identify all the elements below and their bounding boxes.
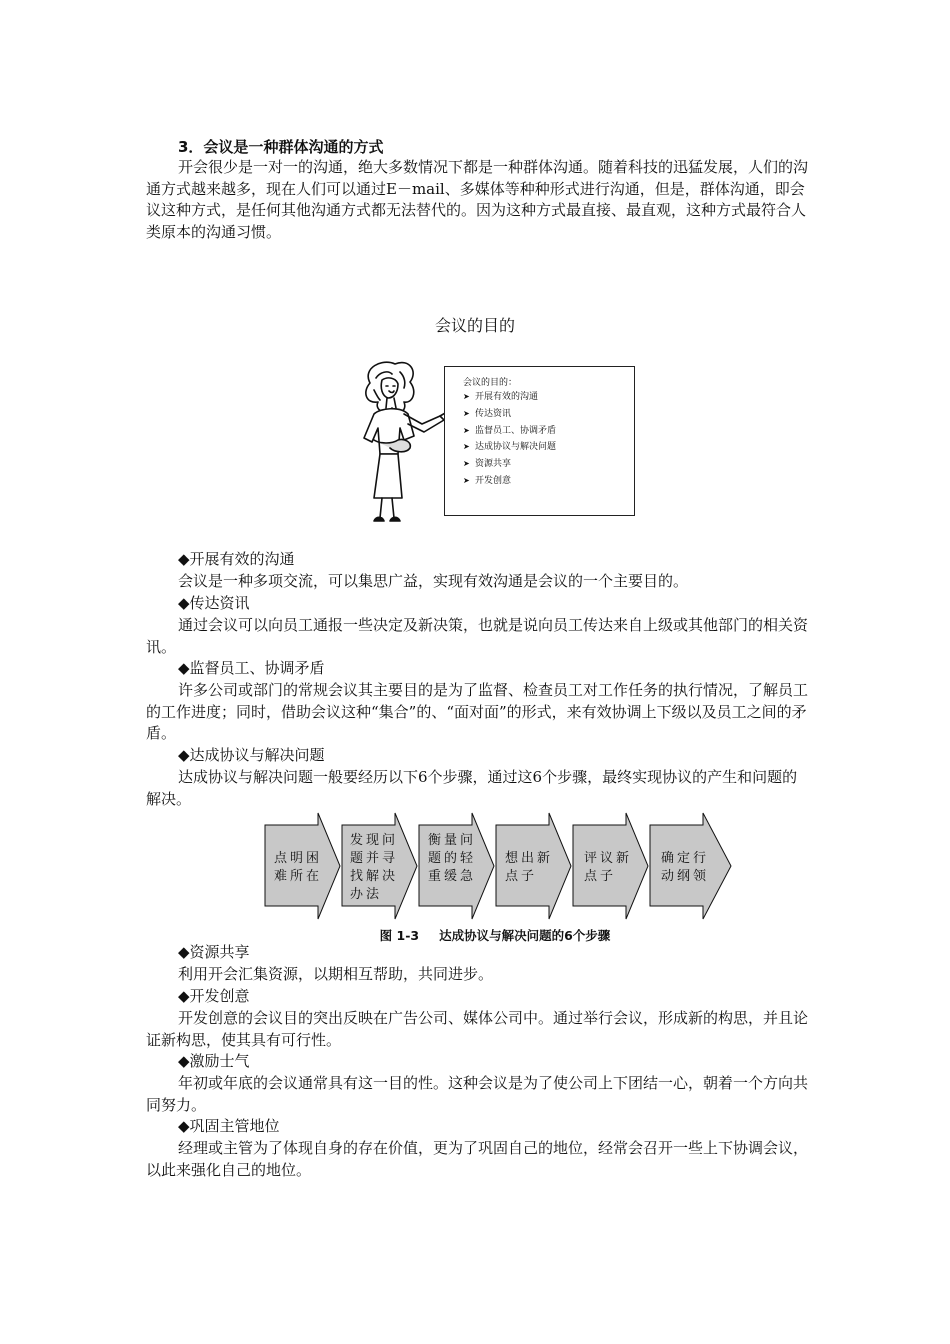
steps-diagram bbox=[264, 812, 734, 924]
arrow-bullet-icon: ➤ bbox=[463, 392, 470, 401]
purpose-heading: ◆开展有效的沟通 bbox=[178, 550, 295, 568]
speech-board bbox=[444, 366, 635, 516]
purpose-text: 许多公司或部门的常规会议其主要目的是为了监督、检查员工对工作任务的执行情况，了解员工的工作进度；同时，借助会议这种“集合”的、“面对面”的形式，来有效协调上下级以及员工之间的矛盾。 bbox=[146, 681, 809, 742]
figure-caption bbox=[0, 926, 950, 944]
board-list bbox=[463, 389, 556, 490]
step-label: 想出新点子 bbox=[505, 851, 554, 884]
step-label: 确定行动纲领 bbox=[661, 851, 710, 884]
purpose-heading: ◆达成协议与解决问题 bbox=[178, 746, 325, 764]
purpose-heading: ◆监督员工、协调矛盾 bbox=[178, 659, 325, 677]
arrow-bullet-icon: ➤ bbox=[463, 408, 470, 418]
purpose-text: 经理或主管为了体现自身的存在价值，更为了巩固自己的地位，经常会召开一些上下协调会议，以此来强化自己的地位。 bbox=[146, 1139, 809, 1179]
purpose-text: 达成协议与解决问题一般要经历以下6个步骤，通过这6个步骤，最终实现协议的产生和问题的解决。 bbox=[146, 768, 798, 808]
board-item: ➤ 开发创意 bbox=[463, 473, 556, 490]
arrow-bullet-icon: ➤ bbox=[463, 475, 470, 485]
board-item: ➤ 达成协议与解决问题 bbox=[463, 439, 556, 456]
section-paragraph: 开会很少是一对一的沟通，绝大多数情况下都是一种群体沟通。随着科技的迅猛发展，人们的沟通方式越来越多，现在人们可以通过E－mail、多媒体等种种形式进行沟通，但是，群体沟通，即会议这种方式，是任何其他沟通方式都无法替代的。因为这种方式最直接、最直观，这种方式最符合人类原本的沟通习惯。 bbox=[146, 158, 809, 241]
arrow-bullet-icon: ➤ bbox=[463, 442, 470, 452]
caption-text: 达成协议与解决问题的6个步骤 bbox=[439, 928, 611, 943]
arrow-bullet-icon: ➤ bbox=[463, 459, 470, 469]
caption-number: 图 1-3 bbox=[379, 928, 420, 943]
board-title: 会议的目的： bbox=[463, 378, 518, 388]
purpose-heading: ◆巩固主管地位 bbox=[178, 1117, 280, 1135]
purpose-heading: ◆资源共享 bbox=[178, 943, 250, 961]
step-label: 发现问题并寻找解决办法 bbox=[350, 833, 399, 902]
step-label: 评议新点子 bbox=[584, 851, 633, 884]
purpose-heading: ◆传达资讯 bbox=[178, 594, 250, 612]
purpose-text: 利用开会汇集资源，以期相互帮助，共同进步。 bbox=[178, 965, 494, 983]
purpose-text: 开发创意的会议目的突出反映在广告公司、媒体公司中。通过举行会议，形成新的构思，并且论证新构思，使其具有可行性。 bbox=[146, 1009, 809, 1049]
section-heading: 3．会议是一种群体沟通的方式 bbox=[178, 138, 384, 156]
step-label: 点明困难所在 bbox=[274, 851, 323, 884]
arrow-bullet-icon: ➤ bbox=[463, 425, 470, 435]
board-item: ➤ 监督员工、协调矛盾 bbox=[463, 423, 556, 440]
board-item: ➤ 传达资讯 bbox=[463, 406, 556, 423]
board-item: ➤ 开展有效的沟通 bbox=[463, 389, 556, 406]
purpose-text: 通过会议可以向员工通报一些决定及新决策，也就是说向员工传达来自上级或其他部门的相关资讯。 bbox=[146, 616, 809, 656]
figure-title: 会议的目的 bbox=[434, 316, 515, 335]
board-item: ➤ 资源共享 bbox=[463, 456, 556, 473]
purpose-text: 会议是一种多项交流，可以集思广益，实现有效沟通是会议的一个主要目的。 bbox=[178, 572, 689, 590]
purpose-heading: ◆开发创意 bbox=[178, 987, 250, 1005]
step-label: 衡量问题的轻重缓急 bbox=[428, 833, 477, 884]
purpose-text: 年初或年底的会议通常具有这一目的性。这种会议是为了使公司上下团结一心，朝着一个方向共同努力。 bbox=[146, 1074, 809, 1114]
purpose-heading: ◆激励士气 bbox=[178, 1052, 250, 1070]
